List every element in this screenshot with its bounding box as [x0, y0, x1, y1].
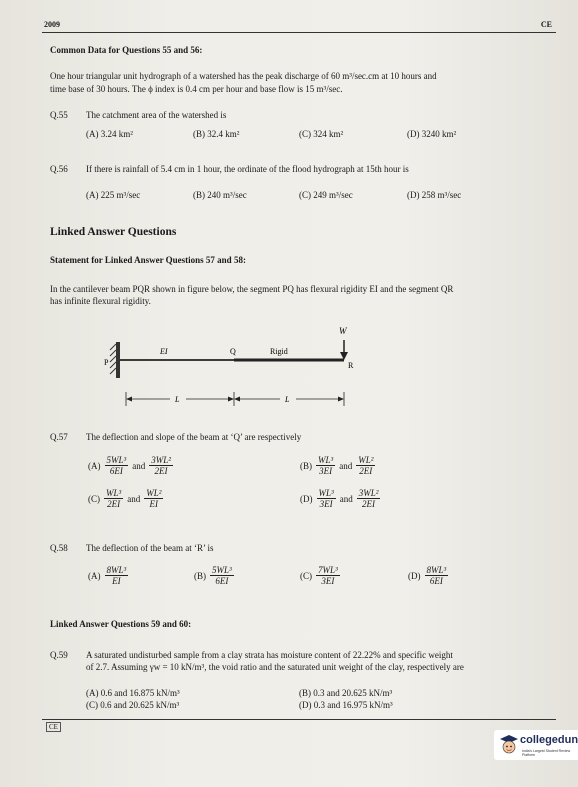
linked-heading: Linked Answer Questions — [50, 226, 177, 238]
q58-option-a: (A) $\frac{\text{8WL³}}{EI}$ — [88, 565, 127, 586]
linked-statement-line2: has infinite flexural rigidity. — [50, 296, 151, 306]
segment-pq-label: EI — [160, 347, 168, 356]
q58-text: The deflection of the beam at ‘R’ is — [86, 543, 214, 553]
q58-number: Q.58 — [50, 543, 68, 553]
q55-option-b: (B) 32.4 km² — [193, 129, 240, 139]
q59-option-c: (C) 0.6 and 20.625 kN/m³ — [86, 700, 180, 710]
footer-rule — [42, 719, 556, 720]
q57-option-b: (B) $\frac{\text{WL³}}{3EI}$ and $\frac{\text{WL²}}{2EI}$ — [300, 455, 374, 476]
cantilever-beam-figure — [90, 312, 370, 418]
logo-tagline: India's Largest Student Review Platform — [522, 749, 571, 757]
point-p-label: P — [104, 358, 109, 367]
collegedunia-logo — [494, 730, 578, 760]
q57-text: The deflection and slope of the beam at ‘Q’ are respectively — [86, 432, 302, 442]
q57-option-c: (C) $\frac{\text{WL³}}{2EI}$ and $\frac{\text{WL²}}{EI}$ — [88, 488, 162, 509]
common-data-line1: One hour triangular unit hydrograph of a watershed has the peak discharge of 60 m³/sec.cm at 10 hours and — [50, 71, 437, 81]
q56-option-d: (D) 258 m³/sec — [407, 190, 462, 200]
common-data-title: Common Data for Questions 55 and 56: — [50, 45, 203, 55]
q56-option-a: (A) 225 m³/sec — [86, 190, 141, 200]
q55-option-d: (D) 3240 km² — [407, 129, 457, 139]
footer-paper-code: CE — [46, 722, 61, 732]
fixed-support-wall — [110, 342, 120, 378]
q59-line2: of 2.7. Assuming γw = 10 kN/m³, the void ratio and the saturated unit weight of the clay, respectively are — [86, 662, 464, 672]
q58-option-d: (D) $\frac{\text{8WL³}}{6EI}$ — [408, 565, 447, 586]
logo-text: collegedun — [520, 734, 578, 746]
header-paper-code: CE — [540, 20, 552, 29]
q55-option-a: (A) 3.24 km² — [86, 129, 133, 139]
q55-number: Q.55 — [50, 110, 68, 120]
segment-qr-label: Rigid — [270, 347, 288, 356]
q56-text: If there is rainfall of 5.4 cm in 1 hour, the ordinate of the flood hydrograph at 15th hour is — [86, 164, 409, 174]
point-r-label: R — [348, 361, 354, 370]
q55-option-c: (C) 324 km² — [299, 129, 344, 139]
q55-text: The catchment area of the watershed is — [86, 110, 227, 120]
graduate-mascot-icon — [499, 734, 519, 756]
q57-number: Q.57 — [50, 432, 68, 442]
q58-option-b: (B) $\frac{\text{5WL³}}{6EI}$ — [194, 565, 232, 586]
dimension-l1-label: L — [175, 395, 180, 404]
q59-line1: A saturated undisturbed sample from a clay strata has moisture content of 22.22% and specific weight — [86, 650, 453, 660]
header-rule — [42, 32, 556, 33]
point-q-label: Q — [230, 347, 236, 356]
q56-option-b: (B) 240 m³/sec — [193, 190, 247, 200]
dimension-l2-label: L — [285, 395, 290, 404]
q56-number: Q.56 — [50, 164, 68, 174]
q57-option-d: (D) $\frac{\text{WL³}}{3EI}$ and $\frac{\text{3WL²}}{2EI}$ — [300, 488, 379, 509]
linked-statement-line1: In the cantilever beam PQR shown in figure below, the segment PQ has flexural rigidity EI and the segment QR — [50, 284, 454, 294]
q58-option-c: (C) $\frac{\text{7WL³}}{3EI}$ — [300, 565, 338, 586]
header-year: 2009 — [44, 20, 60, 29]
common-data-line2: time base of 30 hours. The ϕ index is 0.4 cm per hour and base flow is 15 m³/sec. — [50, 84, 343, 94]
q59-option-d: (D) 0.3 and 16.975 kN/m³ — [299, 700, 393, 710]
dimension-lines — [126, 392, 344, 406]
q59-option-b: (B) 0.3 and 20.625 kN/m³ — [299, 688, 393, 698]
q56-option-c: (C) 249 m³/sec — [299, 190, 353, 200]
q59-number: Q.59 — [50, 650, 68, 660]
q57-option-a: (A) $\frac{\text{5WL³}}{6EI}$ and $\frac{\text{3WL²}}{2EI}$ — [88, 455, 171, 476]
q59-option-a: (A) 0.6 and 16.875 kN/m³ — [86, 688, 180, 698]
load-label: W — [339, 326, 347, 336]
linked-statement-title: Statement for Linked Answer Questions 57 and 58: — [50, 255, 246, 265]
linked2-title: Linked Answer Questions 59 and 60: — [50, 619, 192, 629]
